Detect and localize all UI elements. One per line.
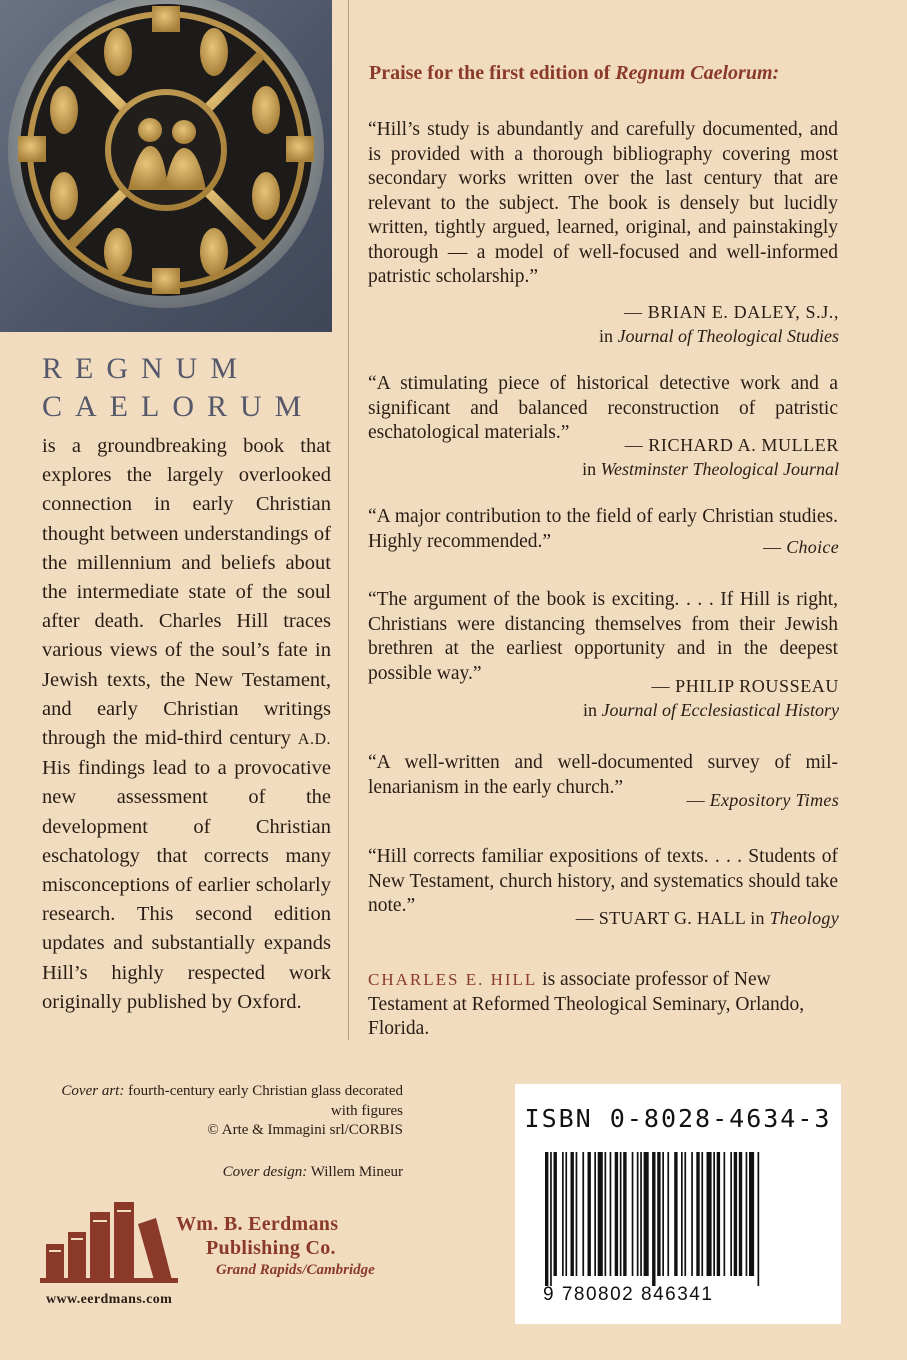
author-name: CHARLES E. HILL bbox=[368, 970, 538, 989]
column-divider bbox=[348, 0, 349, 1040]
attribution-source: Journal of Theological Studies bbox=[617, 326, 839, 346]
barcode-bar bbox=[717, 1152, 720, 1276]
barcode-bar bbox=[632, 1152, 634, 1276]
attribution-name: — BRIAN E. DALEY, S.J., bbox=[624, 302, 839, 322]
barcode-bar bbox=[598, 1152, 603, 1276]
book-description bbox=[42, 432, 331, 1017]
barcode-bar bbox=[620, 1152, 622, 1276]
description-part-2: His findings lead to a provocative new assessment of the development of Christian eschatology that corrects many misconceptions of earlier scholarly research. This second edition updates and substantially expands Hill’s highly respected work originally published by Oxford. bbox=[42, 757, 331, 1013]
barcode-bar bbox=[582, 1152, 584, 1276]
attribution-source: Theology bbox=[769, 908, 839, 928]
gold-glass-medallion-icon bbox=[0, 0, 332, 332]
quote-attribution-choice bbox=[763, 537, 839, 558]
quote-attribution-hall bbox=[576, 908, 839, 929]
barcode-bar bbox=[657, 1152, 660, 1276]
barcode-bar bbox=[730, 1152, 732, 1276]
barcode-bar bbox=[667, 1152, 669, 1276]
barcode-bar bbox=[576, 1152, 578, 1276]
barcode-bar bbox=[724, 1152, 726, 1276]
barcode-bar bbox=[571, 1152, 574, 1276]
barcode-bar bbox=[605, 1152, 607, 1276]
barcode-bar bbox=[550, 1152, 552, 1286]
barcode-bar bbox=[545, 1152, 548, 1286]
barcode-bar bbox=[662, 1152, 664, 1276]
publisher-city: Grand Rapids/Cambridge bbox=[216, 1262, 375, 1278]
barcode-bar bbox=[701, 1152, 703, 1276]
quote-hall: “Hill corrects familiar expositions of texts. . . . Students of New Testament, church history, and systematics should take note.” bbox=[368, 846, 838, 916]
book-title-line-2: CAELORUM bbox=[42, 390, 315, 423]
barcode-bar bbox=[640, 1152, 642, 1276]
barcode-bar bbox=[554, 1152, 557, 1276]
attribution-name: — PHILIP ROUSSEAU bbox=[651, 676, 839, 696]
attribution-in: in bbox=[582, 459, 601, 479]
cover-design-text: Willem Mineur bbox=[307, 1164, 403, 1180]
barcode-bar bbox=[652, 1152, 655, 1286]
cover-art-copyright: © Arte & Immagini srl/CORBIS bbox=[207, 1122, 403, 1138]
author-bio bbox=[368, 968, 838, 1042]
barcode-bar bbox=[749, 1152, 754, 1276]
quote-attribution-muller bbox=[582, 433, 839, 481]
barcode-bar bbox=[615, 1152, 618, 1276]
cover-art-label: Cover art: bbox=[61, 1083, 125, 1099]
attribution-source: Choice bbox=[786, 537, 839, 557]
isbn-barcode-box bbox=[515, 1084, 841, 1324]
quote-attribution-daley bbox=[599, 300, 839, 348]
barcode-bar bbox=[707, 1152, 712, 1276]
barcode-bar bbox=[681, 1152, 683, 1276]
barcode-bar bbox=[696, 1152, 699, 1276]
barcode-bar bbox=[594, 1152, 596, 1276]
quote-choice: “A major contribution to the field of early Christian studies. Highly recommended.” bbox=[368, 506, 838, 552]
attribution-name: — bbox=[763, 537, 787, 557]
publisher-url: www.eerdmans.com bbox=[46, 1292, 173, 1307]
attribution-in: in bbox=[745, 908, 770, 928]
attribution-in: in bbox=[599, 326, 618, 346]
author-bio-text: is associate professor of New Testament at Reformed Theological Seminary, Orlando, Florida. bbox=[368, 969, 805, 1039]
publisher-name-line-2: Publishing Co. bbox=[206, 1237, 336, 1259]
cover-art-image bbox=[0, 0, 332, 332]
eerdmans-books-logo-icon bbox=[40, 1198, 180, 1284]
era-abbreviation: A.D. bbox=[297, 731, 331, 749]
quote-rousseau: “The argument of the book is exciting. . . . If Hill is right, Christians were distancing themselves from their Jewish brethren at the earliest opportunity and in the deepest possible way.” bbox=[368, 589, 838, 684]
barcode-bar bbox=[713, 1152, 715, 1276]
book-title-line-1: REGNUM bbox=[42, 352, 251, 385]
barcode-bar bbox=[562, 1152, 564, 1276]
attribution-source: Expository Times bbox=[709, 790, 839, 810]
attribution-name: — STUART G. HALL bbox=[575, 908, 746, 928]
barcode-bar bbox=[610, 1152, 612, 1276]
cover-design-label: Cover design: bbox=[222, 1164, 308, 1180]
description-part-1: is a groundbreaking book that explores the largely overlooked connection in early Christian thought between understandings of the millennium and beliefs about the intermediate state of the soul after death. Charles Hill traces various views of the soul’s fate in Jewish texts, the New Testament, and early Christian writings through the mid-third century bbox=[42, 435, 331, 750]
barcode-bar bbox=[746, 1152, 748, 1276]
barcode-bar bbox=[623, 1152, 626, 1276]
praise-heading bbox=[369, 62, 869, 85]
attribution-source: Westminster Theological Journal bbox=[600, 459, 839, 479]
barcode-bar bbox=[691, 1152, 693, 1276]
barcode-bar bbox=[684, 1152, 686, 1276]
barcode-digits: 9 780802 846341 bbox=[543, 1284, 714, 1305]
praise-heading-prefix: Praise for the first edition of bbox=[369, 62, 616, 84]
attribution-source: Journal of Ecclesiastical History bbox=[601, 700, 839, 720]
quote-attribution-rousseau bbox=[583, 674, 839, 722]
barcode-bar bbox=[758, 1152, 760, 1286]
quote-muller: “A stimulating piece of historical detective work and a significant and balanced reconstruction of patristic eschatological materials.” bbox=[368, 373, 838, 443]
isbn-number: ISBN 0-8028-4634-3 bbox=[524, 1104, 832, 1133]
attribution-in: in bbox=[583, 700, 602, 720]
barcode-icon bbox=[545, 1152, 813, 1286]
barcode-bar bbox=[739, 1152, 742, 1276]
attribution-name: — bbox=[686, 790, 710, 810]
quote-attribution-expository-times bbox=[687, 790, 839, 811]
publisher-name-line-1: Wm. B. Eerdmans bbox=[176, 1213, 339, 1235]
publisher-name bbox=[176, 1212, 338, 1260]
barcode-bar bbox=[565, 1152, 567, 1276]
quote-daley: “Hill’s study is abundantly and carefully documented, and is provided with a thorough bibliography covering most secondary works written over the last century that are relevant to the subject. The book is densely but lucidly written, tightly argued, learned, original, and painstakingly thorough — a model of well-focused and well-informed patristic scholarship.” bbox=[368, 119, 838, 287]
barcode-bar bbox=[734, 1152, 737, 1276]
cover-art-credit bbox=[60, 1082, 403, 1141]
cover-art-text: fourth-century early Christian glass decorated with figures bbox=[124, 1083, 403, 1119]
quote-expository-times: “A well-written and well-documented survey of millenarianism in the early church.” bbox=[368, 752, 838, 798]
attribution-name: — RICHARD A. MULLER bbox=[624, 435, 839, 455]
barcode-bar bbox=[588, 1152, 591, 1276]
barcode-bar bbox=[674, 1152, 677, 1276]
barcode-bar bbox=[637, 1152, 639, 1276]
praise-heading-title: Regnum Caelorum: bbox=[615, 62, 780, 84]
cover-design-credit bbox=[60, 1164, 403, 1181]
barcode-bar bbox=[644, 1152, 649, 1276]
